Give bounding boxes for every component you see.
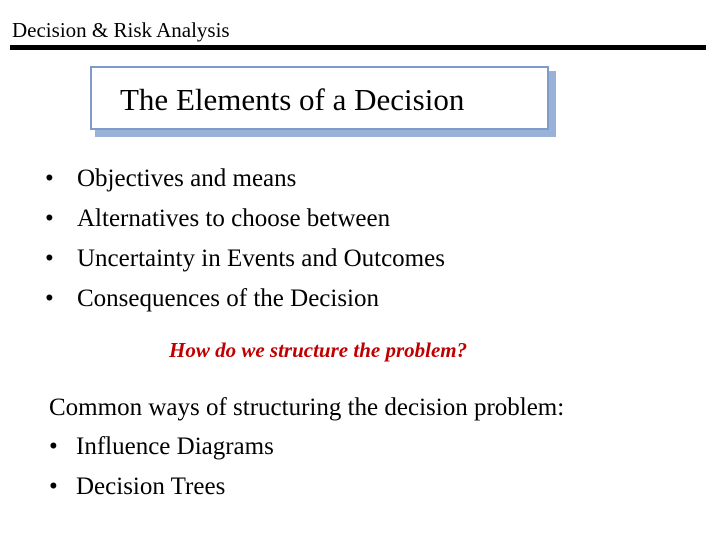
bullet-marker: • bbox=[45, 165, 54, 192]
header-divider bbox=[10, 45, 706, 50]
list-item bbox=[45, 282, 445, 322]
bullet-marker: • bbox=[45, 285, 54, 312]
bullet-marker: • bbox=[45, 205, 54, 232]
elements-list bbox=[45, 162, 445, 322]
list-item-text: Uncertainty in Events and Outcomes bbox=[77, 245, 445, 272]
list-item bbox=[45, 202, 445, 242]
list-item-text: Influence Diagrams bbox=[76, 433, 274, 460]
list-item bbox=[49, 470, 274, 510]
list-item bbox=[45, 162, 445, 202]
list-item-text: Objectives and means bbox=[77, 165, 297, 192]
slide-title-box bbox=[90, 66, 549, 130]
structuring-methods-list bbox=[49, 430, 274, 510]
bullet-marker: • bbox=[45, 245, 54, 272]
list-item bbox=[49, 430, 274, 470]
list-item bbox=[45, 242, 445, 282]
list-item-text: Alternatives to choose between bbox=[77, 205, 391, 232]
list-item-text: Consequences of the Decision bbox=[77, 285, 380, 312]
structuring-intro: Common ways of structuring the decision problem: bbox=[49, 394, 565, 421]
list-item-text: Decision Trees bbox=[76, 473, 226, 500]
bullet-marker: • bbox=[49, 433, 58, 460]
header-title: Decision & Risk Analysis bbox=[12, 18, 230, 42]
bullet-marker: • bbox=[49, 473, 58, 500]
structure-question: How do we structure the problem? bbox=[169, 338, 468, 362]
slide-title: The Elements of a Decision bbox=[120, 82, 465, 117]
